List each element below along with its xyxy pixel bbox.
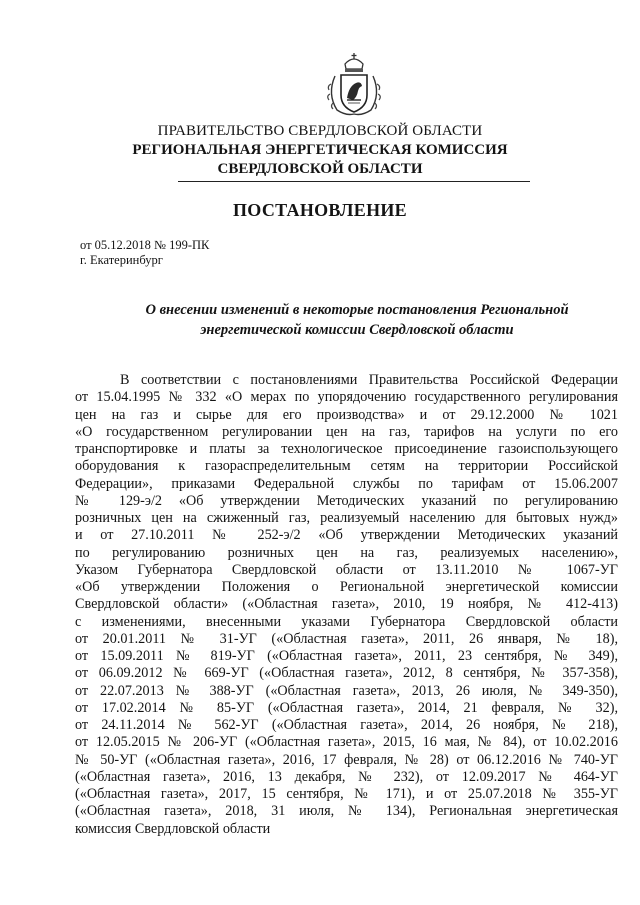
body-line: № 50-УГ («Областная газета», 2016, 17 февраля, № 28) от 06.12.2016 № 740-УГ: [75, 751, 618, 768]
body-line: В соответствии с постановлениями Правительства Российской Федерации: [120, 372, 618, 388]
body-paragraph: [75, 372, 618, 838]
body-line: («Областная газета», 2018, 31 июля, № 134), Региональная энергетическая: [75, 803, 618, 820]
body-line: «О государственном регулировании цен на газ, тарифов на услуги по его: [75, 423, 618, 440]
body-line: от 20.01.2011 № 31-УГ («Областная газета», 2011, 26 января, № 18),: [75, 630, 618, 647]
body-line: от 17.02.2014 № 85-УГ («Областная газета», 2014, 21 февраля, № 32),: [75, 699, 618, 716]
body-line: от 15.04.1995 № 332 «О мерах по упорядочению государственного регулирования: [75, 389, 618, 406]
body-line: розничных цен на сжиженный газ, реализуемый населению для бытовых нужд»: [75, 510, 618, 526]
body-line: цен на газ и сырье для его производства» и от 29.12.2000 № 1021: [75, 406, 618, 423]
body-line: («Областная газета», 2016, 13 декабря, № 232), от 12.09.2017 № 464-УГ: [75, 768, 618, 785]
document-subject: [118, 300, 596, 340]
date-number-line: от 05.12.2018 № 199-ПК: [80, 238, 210, 252]
body-line: Указом Губернатора Свердловской области от 13.11.2010 № 1067-УГ: [75, 561, 618, 578]
commission-region-line: СВЕРДЛОВСКОЙ ОБЛАСТИ: [217, 161, 423, 177]
city-line: г. Екатеринбург: [80, 253, 163, 267]
body-line: от 24.11.2014 № 562-УГ («Областная газета», 2014, 26 ноября, № 218),: [75, 717, 618, 733]
body-line: от 15.09.2011 № 819-УГ («Областная газета», 2011, 23 сентября, № 349),: [75, 648, 618, 664]
body-line: от 06.09.2012 № 669-УГ («Областная газета», 2012, 8 сентября, № 357-358),: [75, 665, 618, 682]
body-line: оборудования к газораспределительным сетям на территории Российской: [75, 458, 618, 475]
body-line: по регулированию розничных цен на газ, реализуемых населению»,: [75, 544, 618, 561]
body-line: № 129-э/2 «Об утверждении Методических указаний по регулированию: [75, 492, 618, 509]
commission-name-line: РЕГИОНАЛЬНАЯ ЭНЕРГЕТИЧЕСКАЯ КОМИССИЯ: [132, 142, 508, 158]
body-line: «Об утверждении Положения о Региональной энергетической комиссии: [75, 579, 618, 595]
body-line: Свердловской области» («Областная газета», 2010, 19 ноября, № 412-413): [75, 596, 618, 613]
sverdlovsk-coat-of-arms-icon: [321, 50, 387, 118]
body-line: («Областная газета», 2017, 15 сентября, № 171), и от 25.07.2018 № 355-УГ: [75, 786, 618, 802]
document-type-title: ПОСТАНОВЛЕНИЕ: [233, 200, 407, 220]
body-line: Федерации», приказами Федеральной службы по тарифам от 15.06.2007: [75, 475, 618, 492]
body-line: с изменениями, внесенными указами Губернатора Свердловской области: [75, 613, 618, 630]
body-line: от 22.07.2013 № 388-УГ («Областная газета», 2013, 26 июля, № 349-350),: [75, 682, 618, 699]
body-line: комиссия Свердловской области: [75, 820, 271, 837]
issuer-line: ПРАВИТЕЛЬСТВО СВЕРДЛОВСКОЙ ОБЛАСТИ: [157, 123, 483, 139]
subject-line: О внесении изменений в некоторые постановления Региональной: [145, 302, 569, 318]
header-divider: [178, 181, 530, 182]
body-line: и от 27.10.2011 № 252-э/2 «Об утверждении Методических указаний: [75, 527, 618, 544]
body-line: транспортировке и платы за технологическое присоединение газоиспользующего: [75, 441, 618, 457]
subject-line: энергетической комиссии Свердловской области: [200, 322, 514, 338]
body-line: от 12.05.2015 № 206-УГ («Областная газета», 2015, 16 мая, № 84), от 10.02.2016: [75, 734, 618, 751]
